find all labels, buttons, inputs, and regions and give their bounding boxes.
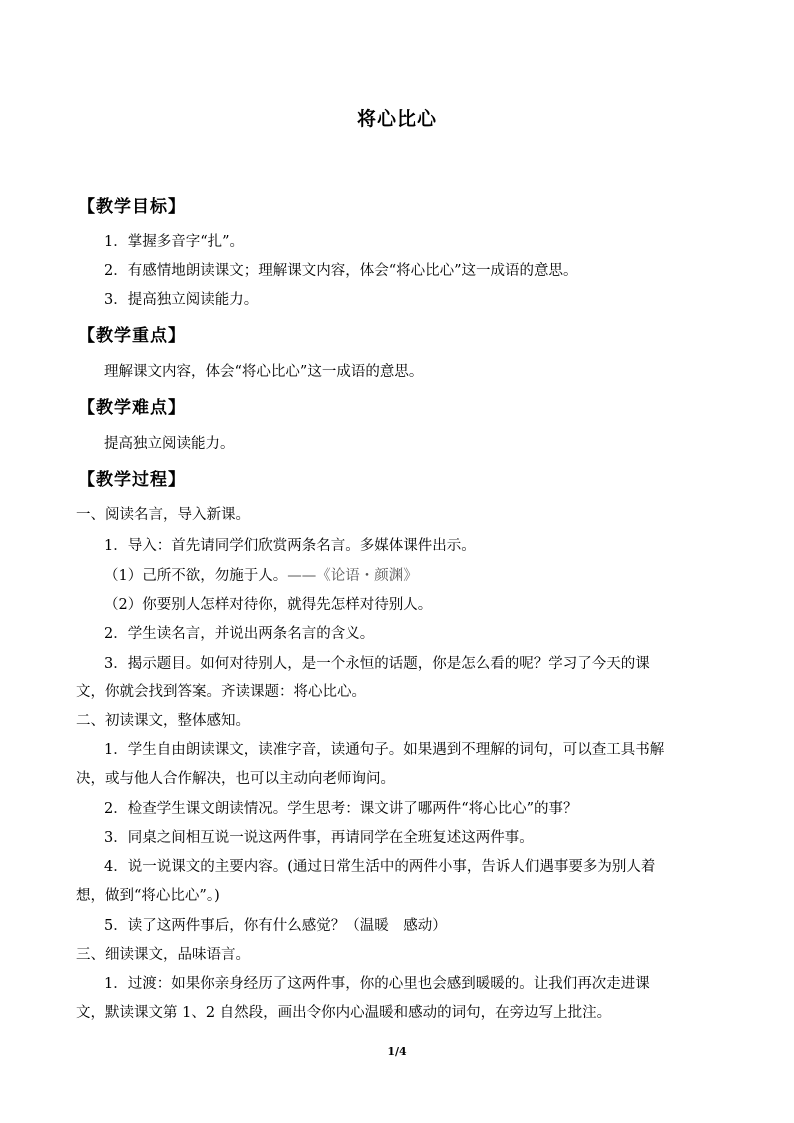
key-points-heading: 【教学重点】 (78, 326, 186, 346)
objectives-heading: 【教学目标】 (78, 197, 186, 217)
process-heading: 【教学过程】 (78, 470, 186, 490)
quote-2: （2）你要别人怎样对待你，就得先怎样对待别人。 (104, 597, 433, 613)
quote-1 (104, 566, 418, 586)
part2-step4-line2: 想，做到“将心比心”。) (76, 888, 220, 904)
objective-item: 2．有感情地朗读课文；理解课文内容，体会“将心比心”这一成语的意思。 (104, 263, 578, 279)
difficulties-heading: 【教学难点】 (78, 398, 186, 418)
key-points-text: 理解课文内容，体会“将心比心”这一成语的意思。 (104, 364, 424, 380)
part2-step5: 5．读了这两件事后，你有什么感觉？（温暖 感动） (104, 918, 447, 934)
part1-step1: 1．导入：首先请同学们欣赏两条名言。多媒体课件出示。 (104, 538, 476, 554)
part1-step3-line2: 文，你就会找到答案。齐读课题：将心比心。 (76, 684, 366, 700)
part3-title: 三、细读课文，品味语言。 (76, 947, 250, 963)
part2-step3: 3．同桌之间相互说一说这两件事，再请同学在全班复述这两件事。 (104, 830, 534, 846)
quote-1-source: ——《论语・颜渊》 (287, 568, 418, 584)
part3-step1-line2: 文，默读课文第 1、2 自然段，画出令你内心温暖和感动的词句，在旁边写上批注。 (76, 1005, 612, 1021)
part1-step3-line1: 3．揭示题目。如何对待别人，是一个永恒的话题，你是怎么看的呢？学习了今天的课 (104, 656, 650, 672)
difficulties-text: 提高独立阅读能力。 (104, 436, 235, 452)
quote-1-text: （1）己所不欲，勿施于人。 (104, 568, 288, 584)
objective-item: 3．提高独立阅读能力。 (104, 292, 259, 308)
part2-title: 二、初读课文，整体感知。 (76, 713, 250, 729)
part2-step4-line1: 4．说一说课文的主要内容。(通过日常生活中的两件小事，告诉人们遇事要多为别人着 (104, 859, 656, 875)
page-title: 将心比心 (356, 108, 437, 130)
part3-step1-line1: 1．过渡：如果你亲身经历了这两件事，你的心里也会感到暖暖的。让我们再次走进课 (104, 976, 650, 992)
page-number: 1/4 (387, 1045, 407, 1058)
part2-step1-line2: 决，或与他人合作解决，也可以主动向老师询问。 (76, 771, 395, 787)
part1-step2: 2．学生读名言，并说出两条名言的含义。 (104, 626, 375, 642)
part2-step2: 2．检查学生课文朗读情况。学生思考：课文讲了哪两件“将心比心”的事？ (104, 801, 578, 817)
objective-item: 1．掌握多音字“扎”。 (104, 234, 245, 250)
part2-step1-line1: 1．学生自由朗读课文，读准字音，读通句子。如果遇到不理解的词句，可以查工具书解 (104, 742, 665, 758)
part1-title: 一、阅读名言，导入新课。 (76, 507, 250, 523)
